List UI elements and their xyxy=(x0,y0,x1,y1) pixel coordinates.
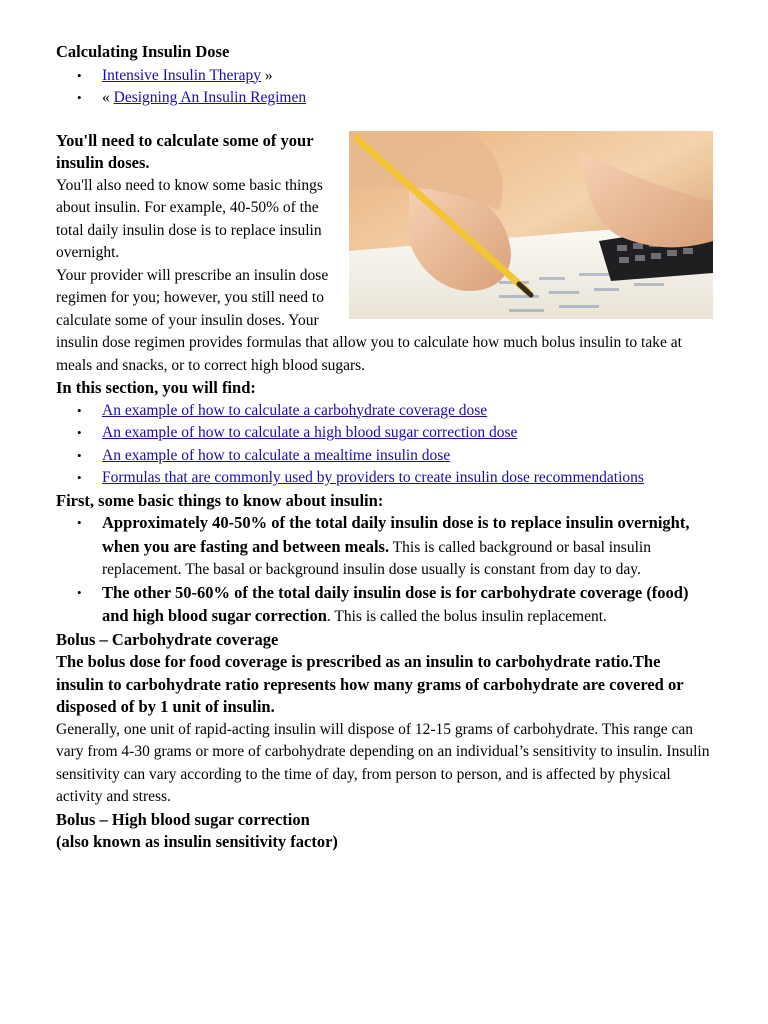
intro-paragraph-2: Your provider will prescribe an insulin dose regimen for you; however, you still need to calculate some of your insulin doses. Your insulin dose regimen provides formulas that allow you to calculate how much bolus insulin to take at meals and snacks, or to correct high blood sugars. xyxy=(56,266,682,374)
carb-paragraph: Generally, one unit of rapid-acting insulin will dispose of 12-15 grams of carbohydrate. This range can vary from 4-30 grams or more of carbohydrate depending on an individual’s sensitivity to insulin. Insulin sensitivity can vary according to the time of day, from person to person, and is affected by physical activity and stress. xyxy=(56,720,710,805)
intro-heading: You'll need to calculate some of your insulin doses. xyxy=(56,130,314,172)
basics-1-bold: Approximately 40-50% of the total daily insulin dose is to replace insulin overnight, when you are fasting and between meals. xyxy=(102,513,690,556)
carb-bold-paragraph: The bolus dose for food coverage is prescribed as an insulin to carbohydrate ratio.The insulin to carbohydrate ratio represents how many grams of carbohydrate are covered or disposed of by 1 unit of insulin. xyxy=(56,652,684,716)
nav-item-next xyxy=(102,65,712,88)
basics-heading: First, some basic things to know about insulin: xyxy=(56,490,384,510)
document-page xyxy=(56,41,712,854)
list-item xyxy=(102,445,712,468)
nav-links xyxy=(56,65,712,110)
mealtime-dose-link[interactable]: An example of how to calculate a mealtime insulin dose xyxy=(102,446,451,464)
list-item xyxy=(102,467,712,490)
carb-coverage-link[interactable]: An example of how to calculate a carbohydrate coverage dose xyxy=(102,401,488,419)
correction-dose-link[interactable]: An example of how to calculate a high blood sugar correction dose xyxy=(102,424,518,441)
basics-2-bold: The other 50-60% of the total daily insulin dose is for carbohydrate coverage (food) and high blood sugar correction xyxy=(102,582,689,625)
basics-2-text: . This is called the bolus insulin replacement. xyxy=(326,608,607,625)
formulas-link[interactable]: Formulas that are commonly used by providers to create insulin dose recommendations xyxy=(102,469,644,486)
carb-heading xyxy=(56,629,712,652)
prev-article-link[interactable]: Designing An Insulin Regimen xyxy=(113,89,307,106)
list-item xyxy=(102,512,712,582)
prev-arrow: « xyxy=(102,89,114,106)
correction-heading: Bolus – High blood sugar correction xyxy=(56,809,310,829)
nav-item-prev xyxy=(102,87,712,110)
section-links-list xyxy=(56,400,712,490)
basics-1-text: This is called background or basal insulin replacement. The basal or background insulin dose usually is constant from day to day. xyxy=(102,538,651,578)
page-title: Calculating Insulin Dose xyxy=(56,42,230,61)
photo-illustration xyxy=(349,131,713,319)
basics-list xyxy=(56,512,712,629)
carb-heading-text: Bolus – Carbohydrate coverage xyxy=(56,629,279,649)
next-article-link[interactable]: Intensive Insulin Therapy xyxy=(102,66,261,84)
list-item xyxy=(102,582,712,629)
next-arrow: » xyxy=(260,66,273,84)
correction-subheading: (also known as insulin sensitivity factor) xyxy=(56,832,338,851)
hand-calculator-photo xyxy=(349,131,713,319)
list-item xyxy=(102,422,712,445)
list-item xyxy=(102,400,712,423)
section-heading: In this section, you will find: xyxy=(56,378,256,397)
intro-paragraph-1: You'll also need to know some basic things about insulin. For example, 40-50% of the total daily insulin dose is to replace insulin overnight. xyxy=(56,176,323,261)
